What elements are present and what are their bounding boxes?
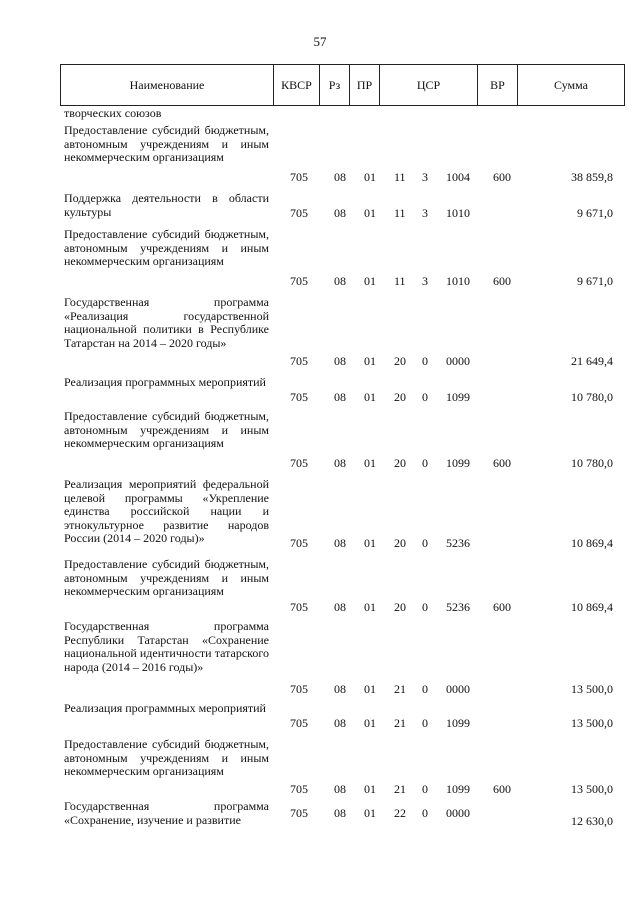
row-csr-program: 21 bbox=[394, 682, 406, 696]
row-csr-subprogram: 0 bbox=[422, 600, 428, 614]
row-name: Реализация программных мероприятий bbox=[64, 701, 266, 715]
row-csr-subprogram: 0 bbox=[422, 390, 428, 404]
row-pr: 01 bbox=[364, 206, 376, 220]
row-sum: 9 671,0 bbox=[577, 206, 613, 220]
row-pr: 01 bbox=[364, 354, 376, 368]
row-csr-subprogram: 3 bbox=[422, 274, 428, 288]
row-name: Государственная программа Республики Татарстан «Сохранение национальной идентичности татарского народа (2014 – 2016 годы)» bbox=[64, 619, 269, 674]
row-csr-program: 20 bbox=[394, 600, 406, 614]
row-name: Государственная программа «Сохранение, изучение и развитие bbox=[64, 799, 269, 827]
row-vr: 600 bbox=[493, 782, 511, 796]
row-kvsr: 705 bbox=[290, 600, 308, 614]
row-sum: 21 649,4 bbox=[571, 354, 613, 368]
row-csr-program: 20 bbox=[394, 536, 406, 550]
row-rz: 08 bbox=[334, 536, 346, 550]
row-name: Предоставление субсидий бюджетным, автономным учреждениям и иным некоммерческим организациям bbox=[64, 409, 269, 450]
row-csr-direction: 0000 bbox=[446, 806, 470, 820]
row-csr-program: 11 bbox=[394, 206, 406, 220]
row-rz: 08 bbox=[334, 682, 346, 696]
row-csr-program: 21 bbox=[394, 716, 406, 730]
row-csr-program: 20 bbox=[394, 390, 406, 404]
row-kvsr: 705 bbox=[290, 716, 308, 730]
row-csr-subprogram: 3 bbox=[422, 206, 428, 220]
row-pr: 01 bbox=[364, 536, 376, 550]
row-pr: 01 bbox=[364, 782, 376, 796]
row-csr-direction: 1099 bbox=[446, 456, 470, 470]
row-sum: 12 630,0 bbox=[571, 814, 613, 828]
row-csr-subprogram: 0 bbox=[422, 806, 428, 820]
table-row bbox=[0, 620, 640, 696]
row-pr: 01 bbox=[364, 716, 376, 730]
row-vr: 600 bbox=[493, 456, 511, 470]
row-rz: 08 bbox=[334, 274, 346, 288]
row-rz: 08 bbox=[334, 354, 346, 368]
row-csr-direction: 5236 bbox=[446, 600, 470, 614]
row-csr-direction: 1099 bbox=[446, 782, 470, 796]
row-rz: 08 bbox=[334, 170, 346, 184]
row-sum: 9 671,0 bbox=[577, 274, 613, 288]
row-kvsr: 705 bbox=[290, 806, 308, 820]
row-rz: 08 bbox=[334, 390, 346, 404]
row-pr: 01 bbox=[364, 682, 376, 696]
row-sum: 10 869,4 bbox=[571, 600, 613, 614]
row-csr-subprogram: 0 bbox=[422, 782, 428, 796]
row-csr-subprogram: 3 bbox=[422, 170, 428, 184]
continuation-text: творческих союзов bbox=[64, 106, 162, 120]
header-rz: Рз bbox=[319, 65, 349, 105]
row-kvsr: 705 bbox=[290, 274, 308, 288]
table-row bbox=[0, 800, 640, 828]
row-name: Предоставление субсидий бюджетным, автономным учреждениям и иным некоммерческим организациям bbox=[64, 227, 269, 268]
header-vr: ВР bbox=[477, 65, 517, 105]
row-vr: 600 bbox=[493, 600, 511, 614]
row-pr: 01 bbox=[364, 600, 376, 614]
row-sum: 38 859,8 bbox=[571, 170, 613, 184]
row-csr-program: 20 bbox=[394, 354, 406, 368]
row-pr: 01 bbox=[364, 806, 376, 820]
row-csr-program: 21 bbox=[394, 782, 406, 796]
row-csr-program: 11 bbox=[394, 274, 406, 288]
row-kvsr: 705 bbox=[290, 206, 308, 220]
table-row bbox=[0, 376, 640, 404]
row-kvsr: 705 bbox=[290, 390, 308, 404]
row-name: Реализация мероприятий федеральной целевой программы «Укрепление единства российской нации и этнокультурное развитие народов России (2014 – 2020 годы)» bbox=[64, 477, 269, 545]
row-csr-direction: 1099 bbox=[446, 716, 470, 730]
row-csr-program: 20 bbox=[394, 456, 406, 470]
row-kvsr: 705 bbox=[290, 170, 308, 184]
row-csr-program: 11 bbox=[394, 170, 406, 184]
row-sum: 13 500,0 bbox=[571, 716, 613, 730]
row-name: Предоставление субсидий бюджетным, автономным учреждениям и иным некоммерческим организациям bbox=[64, 123, 269, 164]
row-rz: 08 bbox=[334, 206, 346, 220]
row-csr-direction: 0000 bbox=[446, 682, 470, 696]
table-row bbox=[0, 124, 640, 184]
row-sum: 13 500,0 bbox=[571, 682, 613, 696]
header-sum: Сумма bbox=[517, 65, 624, 105]
row-pr: 01 bbox=[364, 390, 376, 404]
table-row bbox=[0, 228, 640, 288]
row-csr-subprogram: 0 bbox=[422, 716, 428, 730]
table-row bbox=[0, 296, 640, 368]
row-rz: 08 bbox=[334, 806, 346, 820]
row-csr-subprogram: 0 bbox=[422, 456, 428, 470]
row-name: Государственная программа «Реализация государственной национальной политики в Республике Татарстан на 2014 – 2020 годы» bbox=[64, 295, 269, 350]
row-sum: 13 500,0 bbox=[571, 782, 613, 796]
header-pr: ПР bbox=[349, 65, 379, 105]
row-csr-direction: 1010 bbox=[446, 274, 470, 288]
row-rz: 08 bbox=[334, 456, 346, 470]
row-pr: 01 bbox=[364, 456, 376, 470]
row-csr-subprogram: 0 bbox=[422, 682, 428, 696]
row-vr: 600 bbox=[493, 274, 511, 288]
row-csr-direction: 1010 bbox=[446, 206, 470, 220]
row-sum: 10 869,4 bbox=[571, 536, 613, 550]
row-rz: 08 bbox=[334, 716, 346, 730]
row-sum: 10 780,0 bbox=[571, 456, 613, 470]
row-kvsr: 705 bbox=[290, 536, 308, 550]
row-csr-direction: 1004 bbox=[446, 170, 470, 184]
row-csr-direction: 0000 bbox=[446, 354, 470, 368]
row-kvsr: 705 bbox=[290, 456, 308, 470]
row-rz: 08 bbox=[334, 600, 346, 614]
row-name: Реализация программных мероприятий bbox=[64, 375, 266, 389]
row-csr-direction: 1099 bbox=[446, 390, 470, 404]
table-row bbox=[0, 410, 640, 470]
table-row bbox=[0, 558, 640, 614]
row-csr-subprogram: 0 bbox=[422, 354, 428, 368]
row-csr-direction: 5236 bbox=[446, 536, 470, 550]
table-row bbox=[0, 192, 640, 220]
row-name: Предоставление субсидий бюджетным, автономным учреждениям и иным некоммерческим организациям bbox=[64, 557, 269, 598]
row-csr-program: 22 bbox=[394, 806, 406, 820]
header-kvsr: КВСР bbox=[273, 65, 319, 105]
row-pr: 01 bbox=[364, 274, 376, 288]
table-row bbox=[0, 738, 640, 796]
row-csr-subprogram: 0 bbox=[422, 536, 428, 550]
table-row bbox=[0, 478, 640, 550]
row-sum: 10 780,0 bbox=[571, 390, 613, 404]
row-kvsr: 705 bbox=[290, 682, 308, 696]
row-kvsr: 705 bbox=[290, 782, 308, 796]
header-name: Наименование bbox=[129, 78, 205, 92]
row-name: Предоставление субсидий бюджетным, автономным учреждениям и иным некоммерческим организациям bbox=[64, 737, 269, 778]
row-name: Поддержка деятельности в области культуры bbox=[64, 191, 269, 219]
row-vr: 600 bbox=[493, 170, 511, 184]
row-pr: 01 bbox=[364, 170, 376, 184]
table-header bbox=[60, 64, 625, 106]
header-csr: ЦСР bbox=[379, 65, 477, 105]
row-kvsr: 705 bbox=[290, 354, 308, 368]
table-row bbox=[0, 702, 640, 730]
page-number: 57 bbox=[313, 34, 327, 49]
row-rz: 08 bbox=[334, 782, 346, 796]
